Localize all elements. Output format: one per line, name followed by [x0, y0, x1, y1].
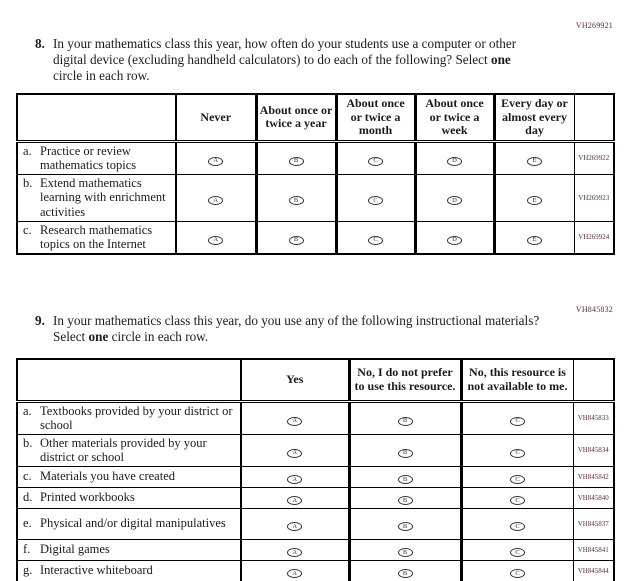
answer-oval-c[interactable]: C	[510, 449, 525, 458]
q8-header-every-day: Every day or almost every day	[494, 94, 574, 141]
answer-oval-a[interactable]: A	[287, 496, 302, 505]
row-label: Interactive whiteboard	[40, 563, 153, 578]
row-letter: g.	[23, 563, 33, 578]
q9-row-c	[17, 466, 614, 487]
answer-oval-c[interactable]: C	[510, 569, 525, 578]
row-letter: c.	[23, 222, 32, 237]
q9-row-g-stub	[20, 563, 238, 578]
answer-oval-c[interactable]: C	[510, 475, 525, 484]
answer-oval-b[interactable]: B	[398, 548, 413, 557]
answer-oval-b[interactable]: B	[398, 417, 413, 426]
q9-row-g	[17, 560, 614, 581]
question8-text-part1: In your mathematics class this year, how often do your students use a computer or other digital device (excluding handheld calculators) to do each of the following? Select	[53, 36, 517, 67]
answer-oval-c[interactable]: C	[510, 496, 525, 505]
row-label: Textbooks provided by your district or school	[40, 403, 233, 432]
question9-text	[53, 313, 540, 345]
row-label: Printed workbooks	[40, 490, 135, 505]
q9-header-no-unavailable: No, this resource is not available to me.	[461, 359, 573, 401]
question9-text-part2: circle in each row.	[108, 329, 209, 344]
q9-row-a-stub	[20, 404, 238, 433]
question8	[35, 36, 540, 84]
answer-oval-c[interactable]: C	[368, 236, 383, 245]
row-accession-code: VH845840	[573, 487, 614, 508]
answer-oval-a[interactable]: A	[208, 157, 223, 166]
q9-header-no-prefer: No, I do not prefer to use this resource.	[349, 359, 461, 401]
answer-oval-d[interactable]: D	[447, 196, 462, 205]
question8-table	[16, 93, 615, 255]
q9-row-e	[17, 508, 614, 539]
row-accession-code: VH845833	[573, 401, 614, 434]
q8-row-a-stub	[20, 144, 173, 173]
q8-row-c	[17, 221, 614, 254]
q9-row-f	[17, 539, 614, 560]
answer-oval-a[interactable]: A	[287, 449, 302, 458]
q9-row-d-stub	[20, 490, 238, 505]
row-letter: a.	[23, 403, 32, 418]
row-label: Materials you have created	[40, 469, 176, 484]
answer-oval-b[interactable]: B	[289, 157, 304, 166]
q8-header-once-twice-month: About once or twice a month	[336, 94, 415, 141]
row-letter: e.	[23, 516, 32, 531]
answer-oval-a[interactable]: A	[287, 417, 302, 426]
question9-table	[16, 358, 615, 581]
q8-header-stub-empty	[17, 94, 176, 141]
q9-row-c-stub	[20, 469, 238, 484]
row-accession-code: VH845841	[573, 539, 614, 560]
answer-oval-b[interactable]: B	[289, 236, 304, 245]
q8-header-code-empty	[574, 94, 614, 141]
question8-table-header-row	[17, 94, 614, 141]
answer-oval-b[interactable]: B	[398, 449, 413, 458]
q9-header-code-empty	[573, 359, 614, 401]
question8-number: 8.	[35, 36, 45, 51]
answer-oval-b[interactable]: B	[398, 522, 413, 531]
row-label: Digital games	[40, 542, 110, 557]
question9	[35, 313, 540, 345]
answer-oval-a[interactable]: A	[287, 569, 302, 578]
answer-oval-e[interactable]: E	[527, 157, 542, 166]
q9-row-d	[17, 487, 614, 508]
row-accession-code: VH269923	[574, 174, 614, 221]
q8-row-b	[17, 174, 614, 221]
answer-oval-c[interactable]: C	[510, 522, 525, 531]
answer-oval-b[interactable]: B	[398, 496, 413, 505]
q8-header-once-twice-year: About once or twice a year	[256, 94, 336, 141]
row-letter: a.	[23, 143, 32, 158]
question9-text-bold: one	[88, 329, 109, 344]
row-label: Other materials provided by your district or school	[40, 435, 207, 464]
row-accession-code: VH845842	[573, 466, 614, 487]
question9-text-part1: In your mathematics class this year, do you use any of the following instructional materials? Select	[53, 313, 540, 344]
answer-oval-c[interactable]: C	[510, 548, 525, 557]
row-accession-code: VH269922	[574, 141, 614, 174]
row-letter: d.	[23, 490, 33, 505]
answer-oval-a[interactable]: A	[287, 475, 302, 484]
answer-oval-a[interactable]: A	[208, 196, 223, 205]
answer-oval-c[interactable]: C	[368, 196, 383, 205]
question8-text-bold: one	[490, 52, 511, 67]
row-accession-code: VH269924	[574, 221, 614, 254]
answer-oval-a[interactable]: A	[208, 236, 223, 245]
q8-header-never: Never	[176, 94, 256, 141]
q9-row-f-stub	[20, 542, 238, 557]
q8-header-once-twice-week: About once or twice a week	[415, 94, 494, 141]
answer-oval-b[interactable]: B	[289, 196, 304, 205]
answer-oval-d[interactable]: D	[447, 236, 462, 245]
q9-row-b-stub	[20, 436, 238, 465]
row-letter: c.	[23, 469, 32, 484]
q9-header-yes: Yes	[241, 359, 349, 401]
row-label: Research mathematics topics on the Internet	[40, 222, 153, 252]
answer-oval-c[interactable]: C	[510, 417, 525, 426]
row-accession-code: VH845834	[573, 434, 614, 466]
question9-accession-code: VH845832	[575, 305, 613, 314]
question8-text-part2: circle in each row.	[53, 68, 150, 83]
q8-row-c-stub	[20, 223, 173, 252]
answer-oval-e[interactable]: E	[527, 236, 542, 245]
row-label: Extend mathematics learning with enrichment activities	[40, 175, 166, 219]
q8-row-b-stub	[20, 176, 173, 220]
q8-row-a	[17, 141, 614, 174]
q9-row-b	[17, 434, 614, 466]
answer-oval-a[interactable]: A	[287, 522, 302, 531]
row-accession-code: VH845844	[573, 560, 614, 581]
answer-oval-d[interactable]: D	[447, 157, 462, 166]
row-letter: b.	[23, 435, 33, 450]
row-letter: f.	[23, 542, 31, 557]
answer-oval-e[interactable]: E	[527, 196, 542, 205]
answer-oval-c[interactable]: C	[368, 157, 383, 166]
row-label: Physical and/or digital manipulatives	[40, 516, 226, 531]
question9-table-header-row	[17, 359, 614, 401]
question8-accession-code: VH269921	[575, 21, 613, 30]
question9-number: 9.	[35, 313, 45, 328]
q9-header-stub-empty	[17, 359, 241, 401]
answer-oval-a[interactable]: A	[287, 548, 302, 557]
q9-row-a	[17, 401, 614, 434]
answer-oval-b[interactable]: B	[398, 475, 413, 484]
q9-row-e-stub	[20, 516, 238, 531]
answer-oval-b[interactable]: B	[398, 569, 413, 578]
question8-text	[53, 36, 540, 84]
row-label: Practice or review mathematics topics	[40, 143, 137, 172]
row-letter: b.	[23, 175, 33, 190]
row-accession-code: VH845837	[573, 508, 614, 539]
